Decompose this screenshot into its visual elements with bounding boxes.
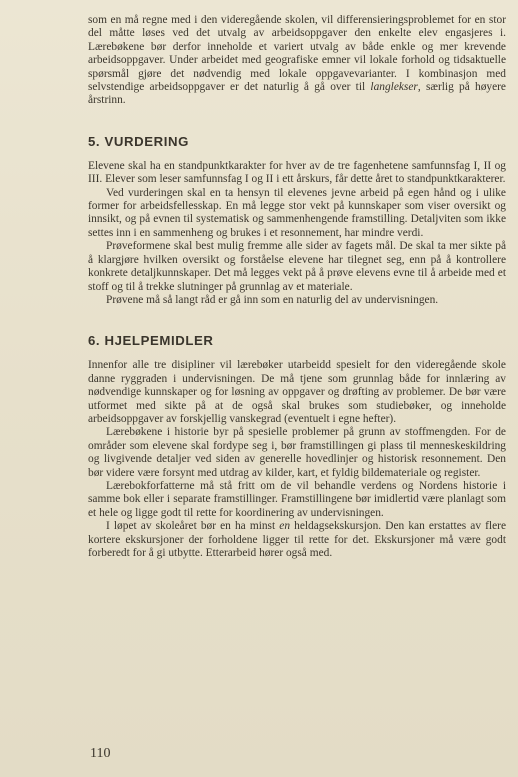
intro-text: som en må regne med i den videregående skolen, vil differensieringsproblemet for en stor del måtte løses ved det utvalg av arbeidsoppgaver den enkelte elev engasjeres i. Lærebøkene bør derfor inneholde et variert utvalg av både enkle og mer krevende arbeidsoppgaver. Under arbeidet med geografiske emner vil lokale forhold og tidsaktuelle spørsmål gjøre det nødvendig med lokale oppgavevarianter. I kombinasjon med selvstendige arbeidsoppgaver er det naturlig å gå over til (88, 14, 506, 94)
vurdering-paragraph-1: Elevene skal ha en standpunktkarakter for hver av de tre fagenhetene samfunnsfag I, II og III. Elever som leser samfunnsfag I og II i ett årskurs, får dette året to standpunktkarakterer. (88, 159, 506, 186)
section-heading-hjelpemidler: 6. HJELPEMIDLER (88, 333, 214, 349)
hjelpemidler-paragraph-4 (88, 520, 506, 560)
intro-text-end: , særlig på høyere årstrinn. (88, 81, 506, 107)
page-number: 110 (90, 746, 111, 761)
text-column (88, 14, 506, 560)
intro-paragraph (88, 14, 506, 108)
hjelpemidler-paragraph-2: Lærebøkene i historie byr på spesielle problemer på grunn av stoffmengden. For de områder som elevene skal fordype seg i, bør framstillingen gi plass til menneskeskildring og livgivende detaljer ved siden av generelle hovedlinjer og historisk resonnement. Den bør videre være forsynt med utdrag av kilder, kart, et fyldig bildemateriale og register. (88, 426, 506, 479)
section-heading-vurdering: 5. VURDERING (88, 133, 189, 149)
hjelpemidler-p4-text-end: heldagsekskursjon. Den kan erstattes av flere kortere ekskursjoner der forholdene ligger til rette for det. Ekskursjoner må være godt forberedt for å gi utbytte. Etterarbeid hører også med. (88, 520, 506, 559)
hjelpemidler-p4-text: I løpet av skoleåret bør en ha minst (106, 520, 280, 533)
hjelpemidler-paragraph-1: Innenfor alle tre disipliner vil lærebøker utarbeidd spesielt for den videregående skole danne ryggraden i undervisningen. De må tjene som grunnlag både for innlæring av nødvendige kunnskaper og for løsning av oppgaver og drøfting av problemer. De bør være utformet med sikte på at de også skal brukes som studiebøker, og inneholde arbeidsoppgaver av forskjellig vanskegrad (eventuelt i egne hefter). (88, 359, 506, 425)
vurdering-paragraph-3: Prøveformene skal best mulig fremme alle sider av fagets mål. De skal ta mer sikte på å klargjøre hvilken oversikt og forståelse elevene har tilegnet seg, enn på å kontrollere konkrete detaljkunnskaper. Det må legges vekt på å prøve elevens evne til å arbeide med et stoff og til å trekke slutninger på grunnlag av et materiale. (88, 240, 506, 293)
hjelpemidler-p4-emphasis: en (279, 520, 291, 533)
vurdering-paragraph-4: Prøvene må så langt råd er gå inn som en naturlig del av undervisningen. (106, 293, 439, 306)
intro-emphasis: langlekser (370, 81, 418, 94)
vurdering-paragraph-2: Ved vurderingen skal en ta hensyn til elevenes jevne arbeid på egen hånd og i ulike former for arbeidsfellesskap. En må legge stor vekt på kunnskaper som viser oversikt og innsikt, og på evnen til systematisk og sammenhengende framstilling. Detaljviten som ikke settes inn i en sammenheng og brukes i et resonnement, har mindre verdi. (88, 186, 506, 239)
hjelpemidler-paragraph-3: Lærebokforfatterne må stå fritt om de vil behandle verdens og Nordens historie i samme bok eller i separate framstillinger. Framstillingene bør imidlertid være planlagt som et hele og ligge godt til rette for koordinering av undervisningen. (88, 479, 506, 519)
